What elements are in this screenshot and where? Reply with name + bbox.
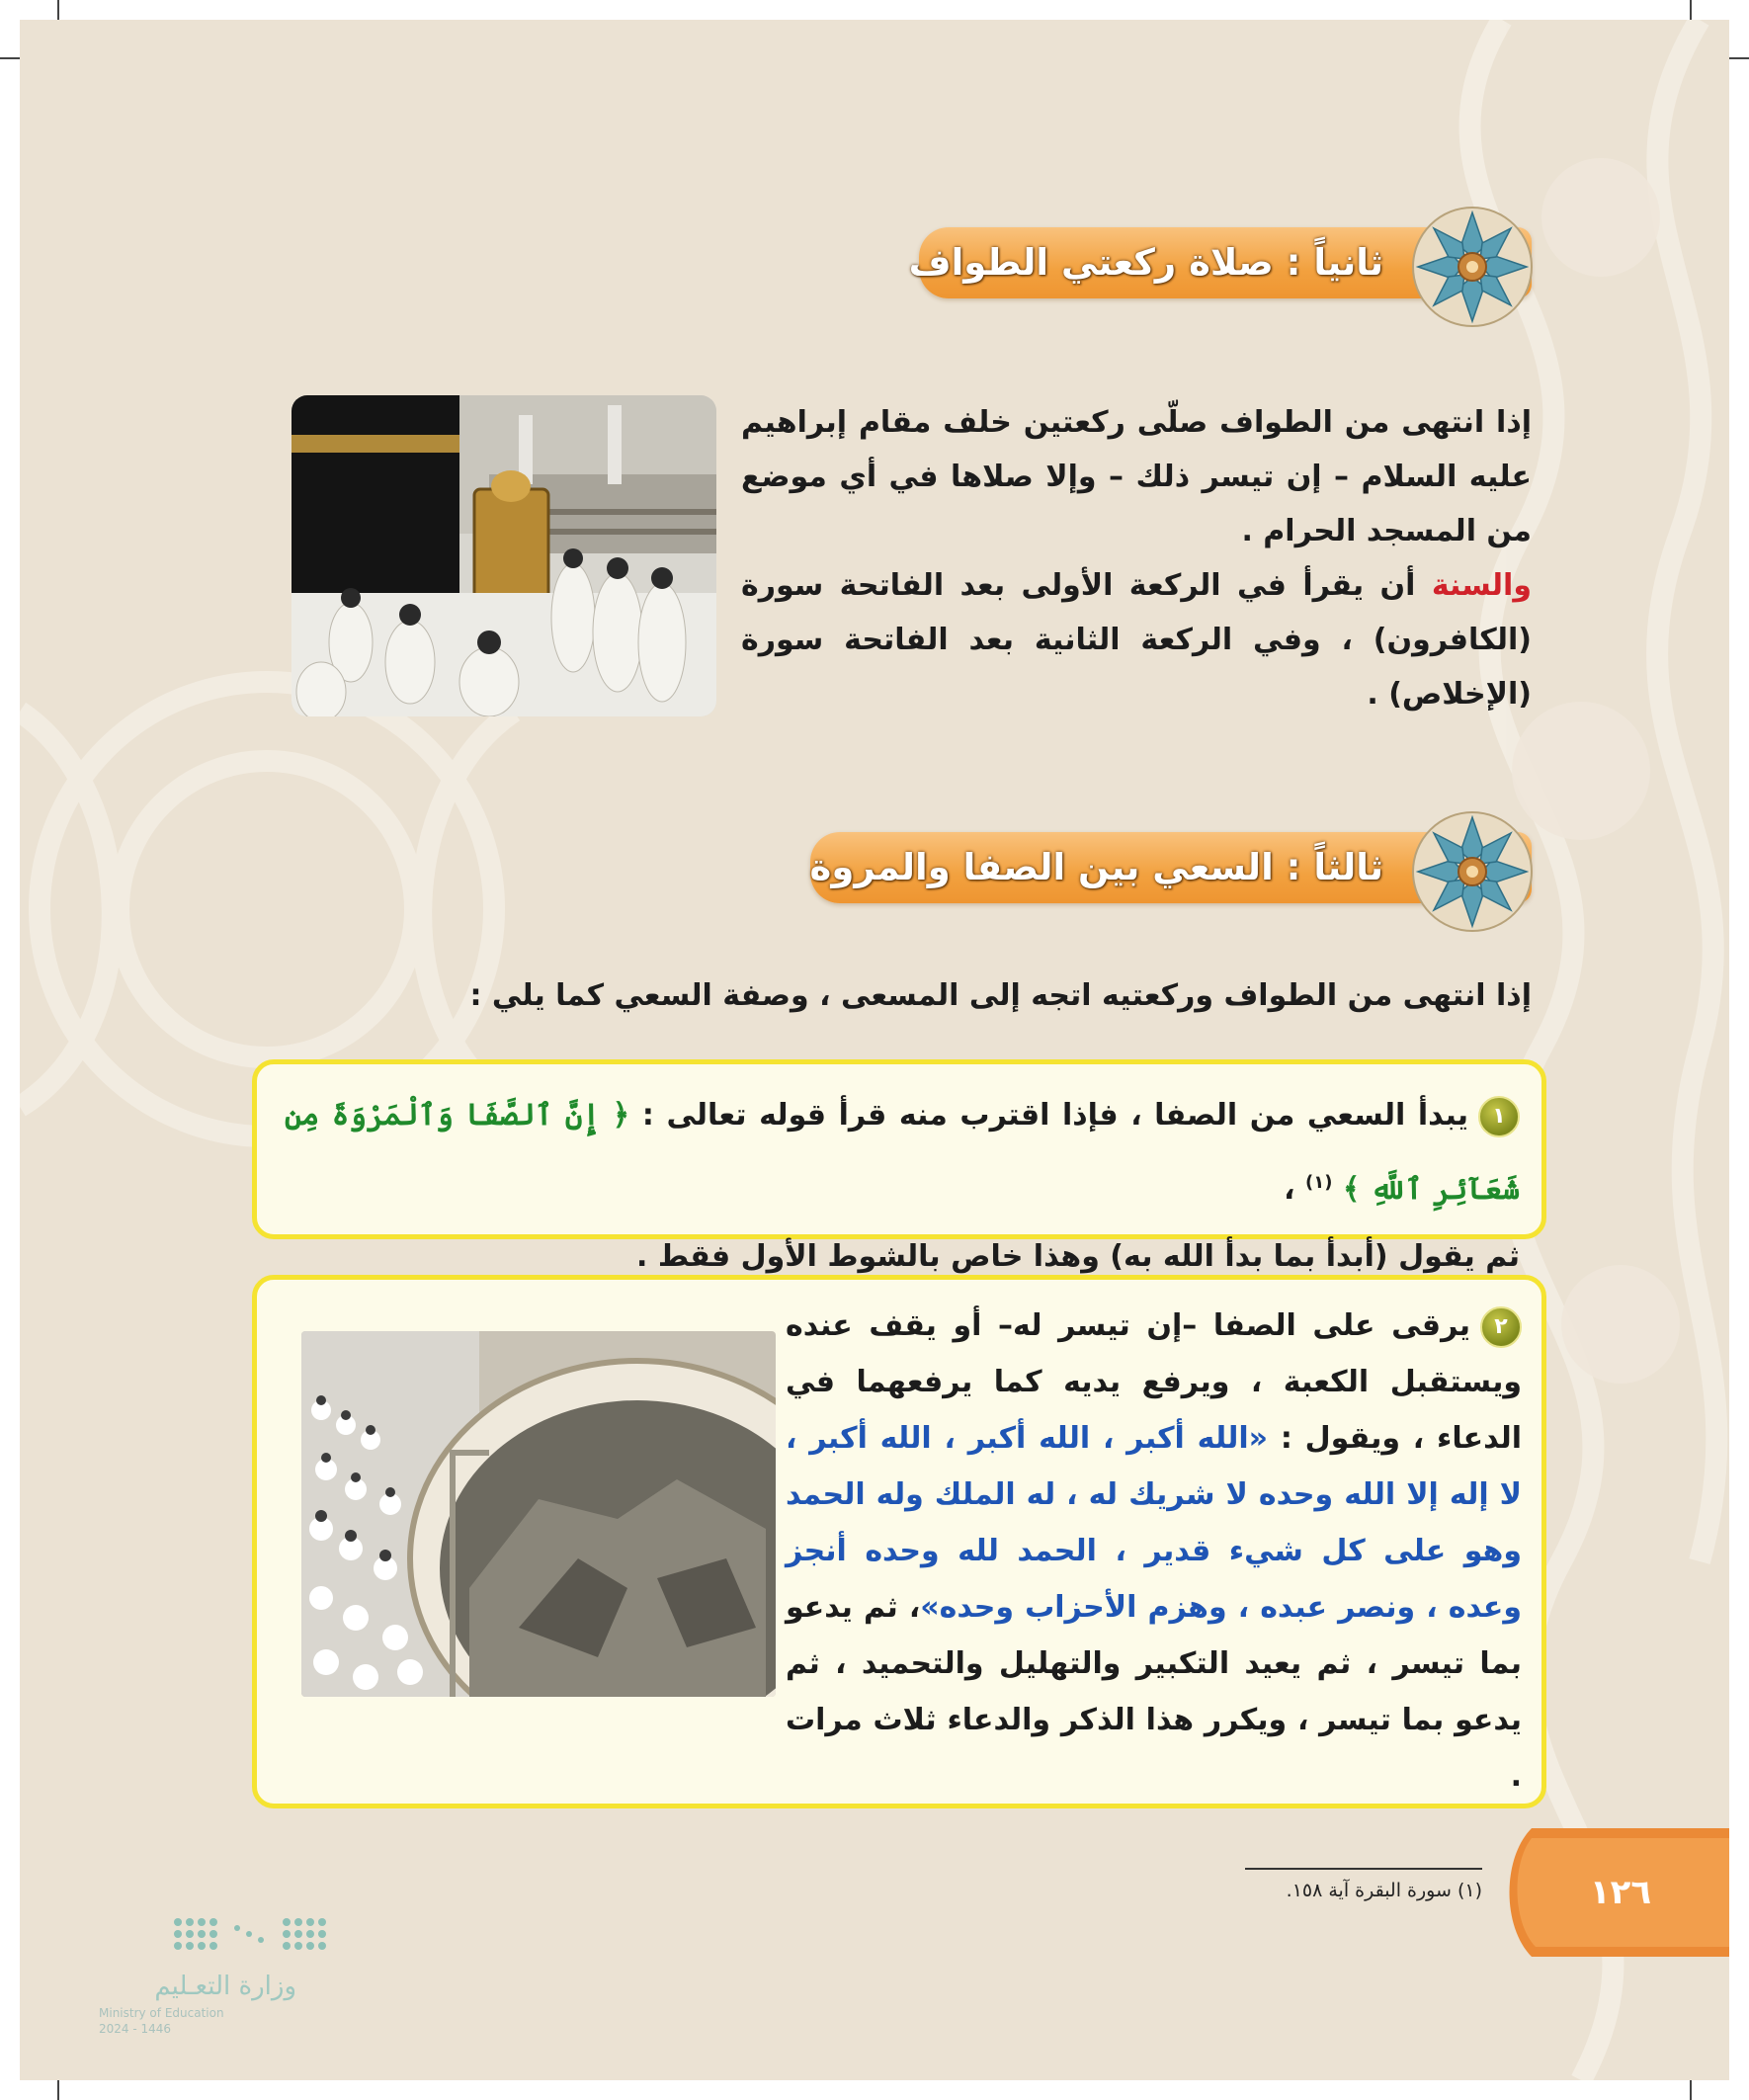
- ministry-logo-icon: [168, 1902, 336, 1962]
- ministry-name-arabic: وزارة التعـليم: [154, 1972, 296, 2001]
- quran-verse: ﴿ إِنَّ ٱلصَّفَا وَٱلْمَرْوَةَ مِن شَعَآئِرِ ٱللَّهِ ﴾: [285, 1098, 1520, 1207]
- section-2-paragraph-1: إذا انتهى من الطواف صلّى ركعتين خلف مقام إبراهيم عليه السلام – إن تيسر ذلك – وإلا صلاها في أي موضع من المسجد الحرام .: [741, 405, 1532, 548]
- step-2-text: [786, 1298, 1522, 1805]
- ministry-year: 2024 - 1446: [99, 2022, 172, 2036]
- section-3-title: ثالثاً : السعي بين الصفا والمروة: [809, 846, 1383, 888]
- step-2-box: [252, 1275, 1546, 1808]
- footnote-divider: [1245, 1868, 1482, 1870]
- step-2-number: ٢: [1480, 1306, 1522, 1348]
- section-3-intro: إذا انتهى من الطواف وركعتيه اتجه إلى المسعى ، وصفة السعي كما يلي :: [469, 978, 1532, 1013]
- step-1-text-before: يبدأ السعي من الصفا ، فإذا اقترب منه قرأ قوله تعالى :: [641, 1098, 1469, 1133]
- step-1-line-2: ثم يقول (أبدأ بما بدأ الله به) وهذا خاص بالشوط الأول فقط .: [635, 1239, 1520, 1274]
- step-1-text-after: ،: [1284, 1172, 1295, 1207]
- ornament-medallion-icon: [1408, 807, 1537, 936]
- section-2-text: [741, 395, 1532, 721]
- dua-text: «الله أكبر ، الله أكبر ، الله أكبر ، لا إله إلا الله وحده لا شريك له ، له الملك وله الحمد وهو على كل شيء قدير ، الحمد لله وحده أنجز وعده ، ونصر عبده ، وهزم الأحزاب وحده»: [786, 1421, 1522, 1625]
- step-1-text: [285, 1082, 1520, 1291]
- step-2-text-1: يرقى على الصفا –إن تيسر له– أو يقف عنده ويستقبل الكعبة ، ويرفع يديه كما يرفعهما في الدعاء ، ويقول :: [786, 1308, 1522, 1456]
- section-2-paragraph-2: [741, 558, 1532, 721]
- safa-hill-photo: [301, 1331, 776, 1697]
- footnote-ref: (١): [1304, 1172, 1333, 1193]
- step-1-box: [252, 1059, 1546, 1274]
- maqam-ibrahim-photo: [292, 395, 716, 716]
- textbook-page: [20, 20, 1729, 2080]
- step-1-line-1: [285, 1082, 1520, 1223]
- sunnah-keyword: والسنة: [1431, 568, 1532, 603]
- ministry-name-english: Ministry of Education: [99, 2006, 224, 2020]
- footnote-text: (١) سورة البقرة آية ١٥٨.: [1286, 1880, 1482, 1901]
- section-2-title: ثانياً : صلاة ركعتي الطواف: [908, 241, 1383, 284]
- step-1-number: ١: [1478, 1096, 1520, 1137]
- step-2-text-2: ، ثم يدعو بما تيسر ، ثم يعيد التكبير والتهليل والتحميد ، ثم يدعو بما تيسر ، ويكرر هذا الذكر والدعاء ثلاث مرات .: [786, 1590, 1522, 1794]
- step-2-paragraph: [786, 1298, 1522, 1805]
- ornament-medallion-icon: [1408, 203, 1537, 331]
- section-2-paragraph-2-text: أن يقرأ في الركعة الأولى بعد الفاتحة سورة (الكافرون) ، وفي الركعة الثانية بعد الفاتحة سورة (الإخلاص) .: [741, 568, 1532, 712]
- page-number: ١٢٦: [1589, 1873, 1652, 1912]
